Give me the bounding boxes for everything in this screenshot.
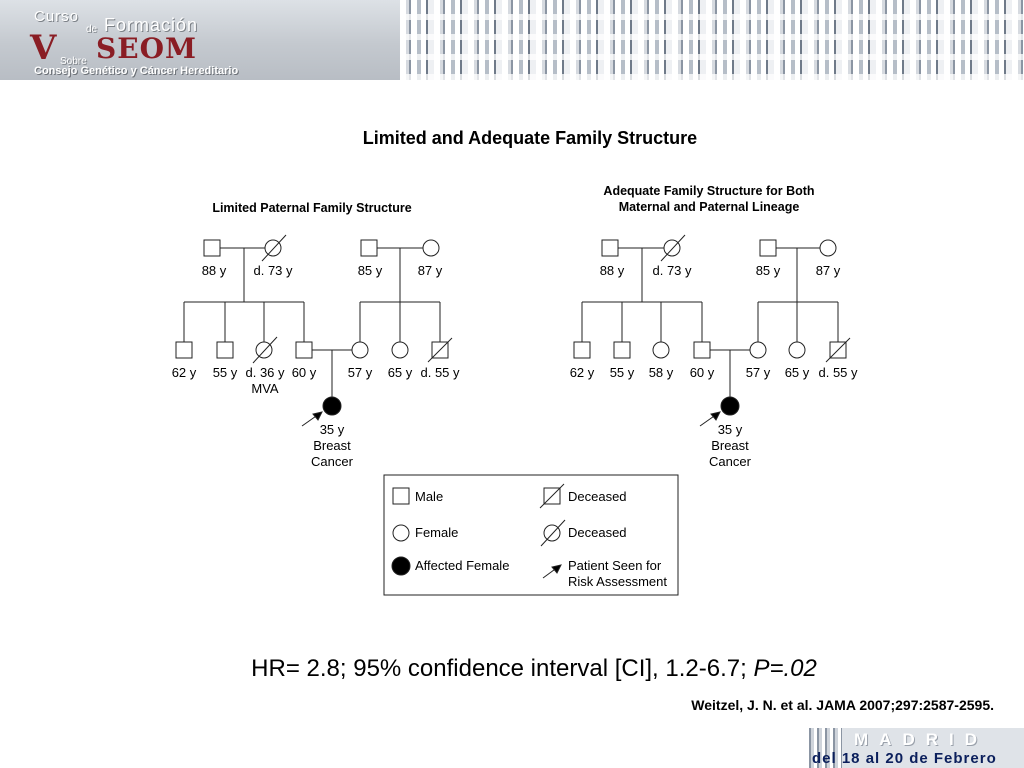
logo-subtitle: Consejo Genético y Cáncer Hereditario bbox=[34, 65, 239, 77]
right-proband-label: Cancer bbox=[709, 454, 751, 469]
left-deceased-slash-2 bbox=[253, 337, 277, 363]
right-age-label: 60 y bbox=[689, 365, 715, 380]
left-proband-label: Breast bbox=[313, 438, 351, 453]
legend-male-symbol bbox=[393, 488, 409, 504]
left-age-label: d. 73 y bbox=[253, 263, 293, 278]
right-age-label: 58 y bbox=[648, 365, 674, 380]
left-age-label: 55 y bbox=[212, 365, 238, 380]
legend-female-symbol bbox=[393, 525, 409, 541]
right-proband-label: Breast bbox=[711, 438, 749, 453]
left-father bbox=[296, 342, 312, 358]
event-footer bbox=[806, 728, 1024, 768]
logo-numeral: V bbox=[30, 28, 57, 68]
legend-patient-label: Risk Assessment bbox=[568, 574, 667, 589]
right-grandfather-paternal bbox=[602, 240, 618, 256]
left-mother bbox=[352, 342, 368, 358]
right-age-label: d. 55 y bbox=[818, 365, 858, 380]
left-age-label: 85 y bbox=[357, 263, 383, 278]
left-age-label: 87 y bbox=[417, 263, 443, 278]
left-uncle bbox=[217, 342, 233, 358]
legend-male-label: Male bbox=[415, 489, 444, 504]
right-pedigree-title: Adequate Family Structure for Both bbox=[603, 184, 815, 198]
right-age-label: 88 y bbox=[599, 263, 625, 278]
left-age-label: 62 y bbox=[171, 365, 197, 380]
logo-sobre: Sobre bbox=[60, 56, 87, 67]
right-age-label: d. 73 y bbox=[652, 263, 692, 278]
right-grandmother-maternal bbox=[820, 240, 836, 256]
right-father bbox=[694, 342, 710, 358]
slide-title: Limited and Adequate Family Structure bbox=[362, 128, 698, 148]
left-mva-note: MVA bbox=[251, 381, 279, 396]
hazard-ratio-text: HR= 2.8; 95% confidence interval [CI], 1.2-6.7; bbox=[251, 655, 754, 682]
right-age-label: 62 y bbox=[569, 365, 595, 380]
right-age-label: 65 y bbox=[784, 365, 810, 380]
right-grandfather-maternal bbox=[760, 240, 776, 256]
left-age-label: d. 55 y bbox=[420, 365, 460, 380]
logo-seom: SEOM bbox=[96, 32, 197, 65]
left-grandmother-maternal bbox=[423, 240, 439, 256]
left-pedigree-title: Limited Paternal Family Structure bbox=[212, 201, 412, 215]
left-proband-label: 35 y bbox=[319, 422, 345, 437]
footer-city: MADRID bbox=[854, 730, 988, 749]
left-grandfather-paternal bbox=[204, 240, 220, 256]
legend-female-label: Female bbox=[415, 525, 459, 540]
legend-deceased-male-label: Deceased bbox=[568, 489, 627, 504]
legend-patient-label: Patient Seen for bbox=[568, 558, 662, 573]
left-age-label: 65 y bbox=[387, 365, 413, 380]
left-uncle bbox=[176, 342, 192, 358]
logo-curso: Curso bbox=[34, 8, 80, 25]
logo-formacion: Formación bbox=[104, 15, 199, 35]
left-age-label: 60 y bbox=[291, 365, 317, 380]
right-age-label: 57 y bbox=[745, 365, 771, 380]
legend-deceased-female-label: Deceased bbox=[568, 525, 627, 540]
right-maternal-aunt bbox=[789, 342, 805, 358]
logo-de: de bbox=[86, 24, 98, 35]
left-proband-arrowhead bbox=[313, 412, 322, 420]
left-age-label: d. 36 y bbox=[245, 365, 285, 380]
right-pedigree-title: Maternal and Paternal Lineage bbox=[618, 200, 800, 214]
footer-dates: del 18 al 20 de Febrero bbox=[812, 750, 997, 767]
legend-deceased-slash bbox=[541, 520, 565, 546]
right-aunt bbox=[653, 342, 669, 358]
citation: Weitzel, J. N. et al. JAMA 2007;297:2587-2595. bbox=[691, 697, 994, 713]
right-proband-arrowhead bbox=[711, 412, 720, 420]
left-age-label: 57 y bbox=[347, 365, 373, 380]
right-age-label: 85 y bbox=[755, 263, 781, 278]
right-age-label: 87 y bbox=[815, 263, 841, 278]
left-proband-label: Cancer bbox=[311, 454, 353, 469]
right-uncle bbox=[614, 342, 630, 358]
left-proband-affected bbox=[323, 397, 341, 415]
right-mother bbox=[750, 342, 766, 358]
right-proband-affected bbox=[721, 397, 739, 415]
left-age-label: 88 y bbox=[201, 263, 227, 278]
left-deceased-slash-1 bbox=[262, 235, 286, 261]
left-grandfather-maternal bbox=[361, 240, 377, 256]
p-value: P=.02 bbox=[753, 655, 817, 682]
right-deceased-slash-1 bbox=[661, 235, 685, 261]
legend-patient-arrowhead bbox=[552, 565, 561, 573]
right-uncle bbox=[574, 342, 590, 358]
legend-affected-female-label: Affected Female bbox=[415, 558, 510, 573]
right-age-label: 55 y bbox=[609, 365, 635, 380]
right-proband-label: 35 y bbox=[717, 422, 743, 437]
left-maternal-aunt bbox=[392, 342, 408, 358]
legend-affected-female-symbol bbox=[392, 557, 410, 575]
hazard-ratio-statement bbox=[0, 655, 1024, 683]
